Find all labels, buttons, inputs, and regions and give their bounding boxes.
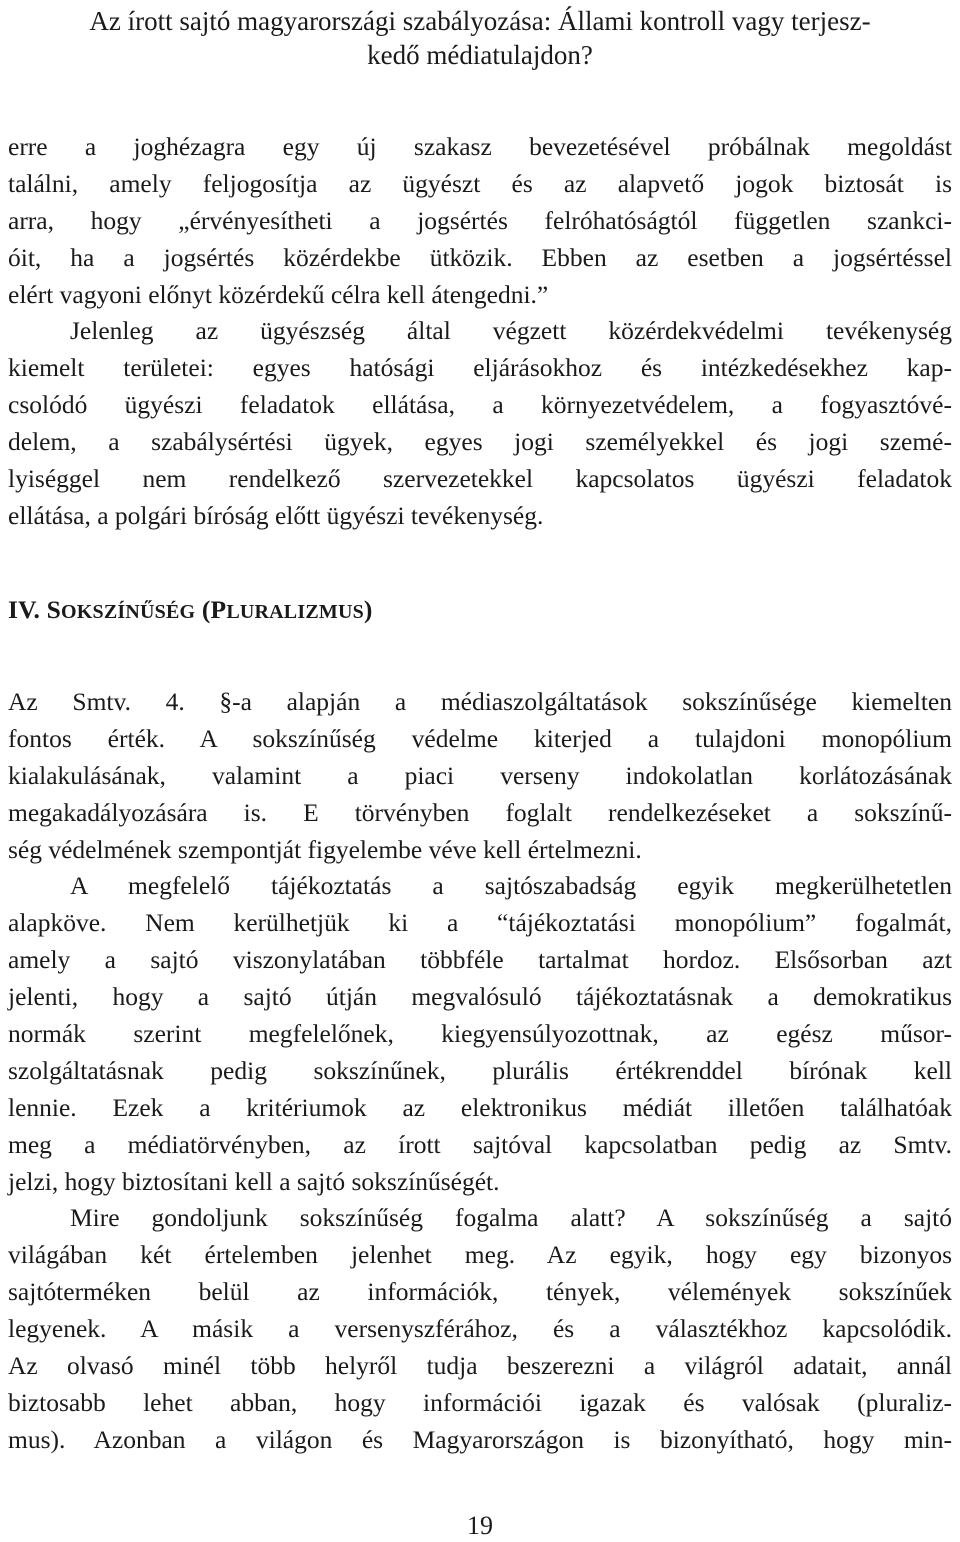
text-line: biztosabb lehet abban, hogy információi igazak és valósak (pluraliz- xyxy=(8,1387,952,1417)
text-line: A megfelelő tájékoztatás a sajtószabadság egyik megkerülhetetlen xyxy=(70,871,952,901)
text-line: sajtóterméken belül az információk, tények, vélemények sokszínűek xyxy=(8,1277,952,1307)
section-heading xyxy=(8,592,373,630)
text-line: jelenti, hogy a sajtó útján megvalósuló tájékoztatásnak a demokratikus xyxy=(8,982,952,1012)
text-line: lyiséggel nem rendelkező szervezetekkel kapcsolatos ügyészi feladatok xyxy=(8,464,952,494)
text-line: csolódó ügyészi feladatok ellátása, a környezetvédelem, a fogyasztóvé- xyxy=(8,390,952,420)
text-line: mus). Azonban a világon és Magyarországon is bizonyítható, hogy min- xyxy=(8,1424,952,1454)
heading-initial: P xyxy=(210,595,227,624)
running-header xyxy=(0,4,960,72)
text-line: erre a joghézagra egy új szakasz bevezetésével próbálnak megoldást xyxy=(8,132,952,161)
heading-paren: ) xyxy=(363,595,373,624)
text-line: óit, ha a jogsértés közérdekbe ütközik. Ebben az esetben a jogsértéssel xyxy=(8,242,952,272)
text-line: megakadályozására is. E törvényben foglalt rendelkezéseket a sokszínű- xyxy=(8,797,952,827)
text-line: fontos érték. A sokszínűség védelme kiterjed a tulajdoni monopólium xyxy=(8,723,952,753)
text-line: ellátása, a polgári bíróság előtt ügyészi tevékenység. xyxy=(8,500,544,530)
body-section-2 xyxy=(8,684,952,1459)
text-line: ség védelmének szempontját figyelembe véve kell értelmezni. xyxy=(8,834,642,864)
text-line: Az olvasó minél több helyről tudja beszerezni a világról adatait, annál xyxy=(8,1351,952,1381)
text-line: Az Smtv. 4. §-a alapján a médiaszolgáltatások sokszínűsége kiemelten xyxy=(8,687,952,716)
text-line: Jelenleg az ügyészség által végzett közérdekvédelmi tevékenység xyxy=(70,316,952,346)
body-section-1 xyxy=(8,129,952,535)
section-number: IV. xyxy=(8,595,41,624)
text-line: kiemelt területei: egyes hatósági eljárásokhoz és intézkedésekhez kap- xyxy=(8,353,952,383)
text-line: lennie. Ezek a kritériumok az elektronikus médiát illetően találhatóak xyxy=(8,1092,952,1122)
text-line: elért vagyoni előnyt közérdekű célra kell átengedni.” xyxy=(8,279,549,309)
text-line: legyenek. A másik a versenyszférához, és a választékhoz kapcsolódik. xyxy=(8,1314,952,1344)
heading-paren: ( xyxy=(201,595,211,624)
text-line: szolgáltatásnak pedig sokszínűnek, plurális értékrenddel bírónak kell xyxy=(8,1055,952,1085)
text-line: normák szerint megfelelőnek, kiegyensúlyozottnak, az egész műsor- xyxy=(8,1019,952,1049)
text-line: amely a sajtó viszonylatában többféle tartalmat hordoz. Elsősorban azt xyxy=(8,945,952,975)
text-line: világában két értelemben jelenhet meg. Az egyik, hogy egy bizonyos xyxy=(8,1240,952,1270)
text-line: arra, hogy „érvényesítheti a jogsértés felróhatóságtól független szankci- xyxy=(8,205,952,235)
running-header-line: Az írott sajtó magyarországi szabályozása: Állami kontroll vagy terjesz- xyxy=(89,6,871,36)
text-line: alapköve. Nem kerülhetjük ki a “tájékoztatási monopólium” fogalmát, xyxy=(8,908,952,938)
text-line: meg a médiatörvényben, az írott sajtóval kapcsolatban pedig az Smtv. xyxy=(8,1129,952,1159)
text-line: delem, a szabálysértési ügyek, egyes jogi személyekkel és jogi szemé- xyxy=(8,427,952,457)
heading-smallcaps: LURALIZMUS xyxy=(226,601,364,623)
text-line: jelzi, hogy biztosítani kell a sajtó sokszínűségét. xyxy=(8,1166,500,1196)
heading-smallcaps: OKSZÍNŰSÉG xyxy=(61,601,196,623)
running-header-line: kedő médiatulajdon? xyxy=(367,40,593,70)
text-line: találni, amely feljogosítja az ügyészt és az alapvető jogok biztosát is xyxy=(8,168,952,198)
text-line: Mire gondoljunk sokszínűség fogalma alatt? A sokszínűség a sajtó xyxy=(70,1203,952,1233)
text-line: kialakulásának, valamint a piaci verseny indokolatlan korlátozásának xyxy=(8,760,952,790)
heading-initial: S xyxy=(46,595,61,624)
page-number: 19 xyxy=(467,1511,493,1540)
